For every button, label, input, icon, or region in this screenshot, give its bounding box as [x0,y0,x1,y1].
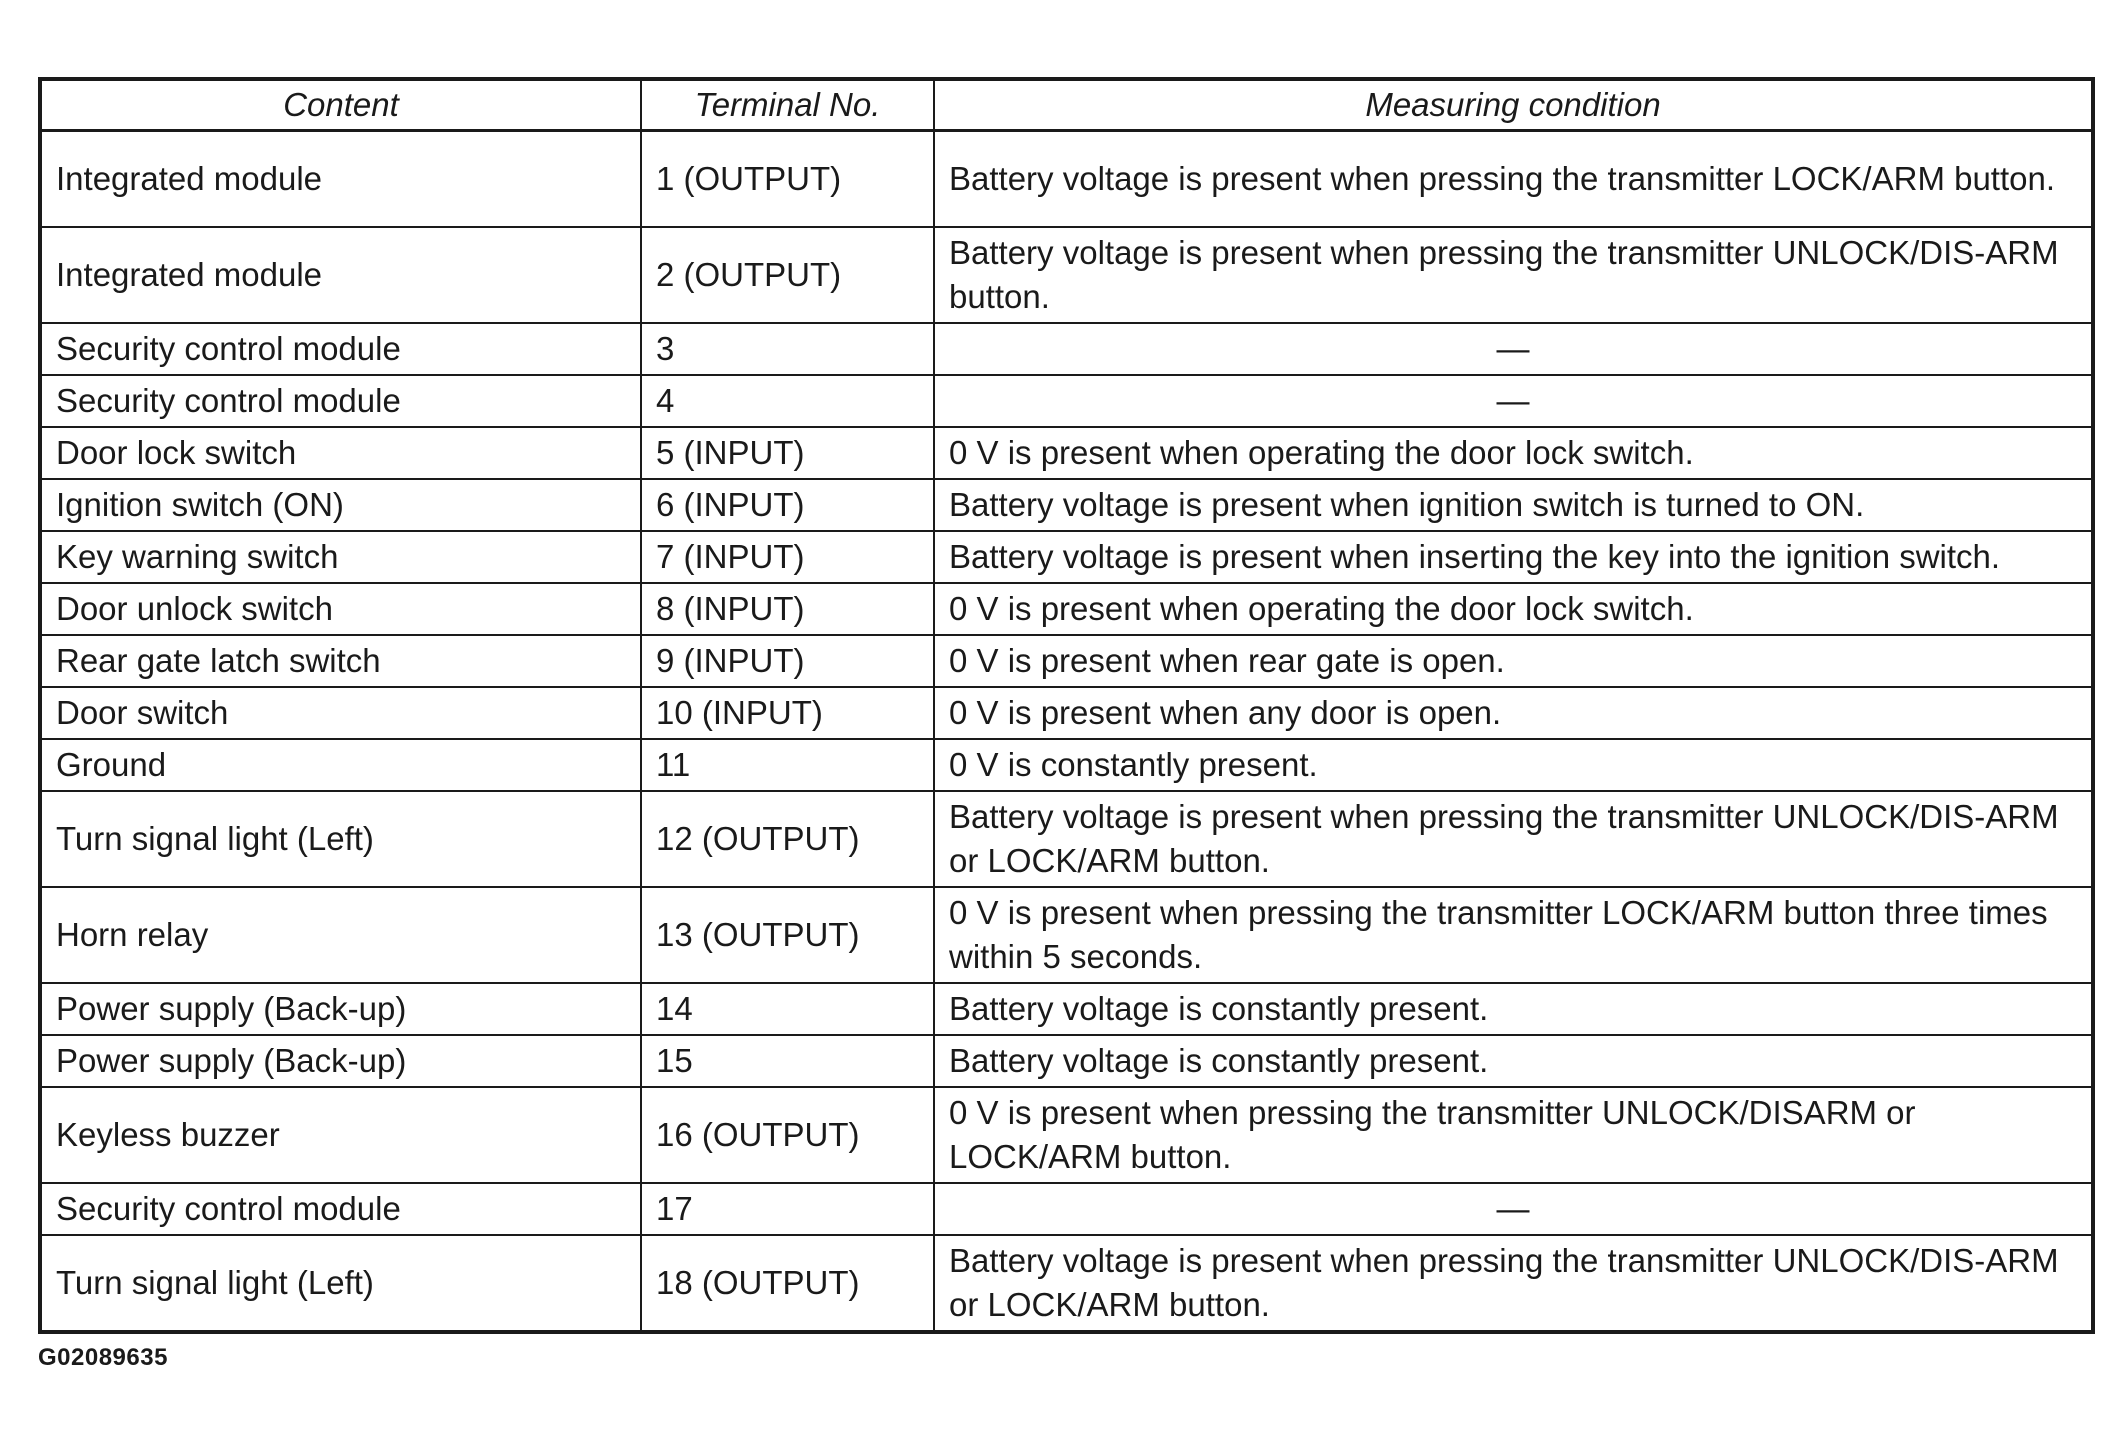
figure-id: G02089635 [38,1344,168,1371]
table-row [40,375,2093,427]
cell-terminal: 10 (INPUT) [641,687,934,739]
cell-terminal: 3 [641,323,934,375]
table-row [40,887,2093,983]
cell-condition: 0 V is present when operating the door lock switch. [934,427,2093,479]
cell-content: Horn relay [40,887,641,983]
cell-content: Key warning switch [40,531,641,583]
cell-condition: — [934,375,2093,427]
cell-content: Security control module [40,375,641,427]
cell-terminal: 11 [641,739,934,791]
cell-content: Door switch [40,687,641,739]
cell-content: Door unlock switch [40,583,641,635]
header-content: Content [40,79,641,131]
cell-terminal: 2 (OUTPUT) [641,227,934,323]
table-row [40,583,2093,635]
header-terminal-no: Terminal No. [641,79,934,131]
cell-condition: 0 V is present when operating the door lock switch. [934,583,2093,635]
cell-condition: Battery voltage is present when pressing the transmitter UNLOCK/DIS-ARM or LOCK/ARM button. [934,791,2093,887]
cell-condition: — [934,1183,2093,1235]
table-row [40,323,2093,375]
cell-condition: Battery voltage is present when pressing the transmitter UNLOCK/DIS-ARM or LOCK/ARM button. [934,1235,2093,1332]
cell-content: Security control module [40,323,641,375]
cell-terminal: 15 [641,1035,934,1087]
cell-condition: 0 V is present when any door is open. [934,687,2093,739]
cell-condition: — [934,323,2093,375]
cell-condition: 0 V is constantly present. [934,739,2093,791]
table-row [40,1235,2093,1332]
cell-content: Security control module [40,1183,641,1235]
table-row [40,1087,2093,1183]
cell-content: Door lock switch [40,427,641,479]
terminal-table [38,77,2095,1334]
table-row [40,427,2093,479]
table-row [40,531,2093,583]
cell-condition: Battery voltage is present when pressing the transmitter UNLOCK/DIS-ARM button. [934,227,2093,323]
cell-content: Integrated module [40,227,641,323]
cell-content: Integrated module [40,131,641,228]
cell-condition: Battery voltage is constantly present. [934,1035,2093,1087]
table-row [40,791,2093,887]
cell-content: Ground [40,739,641,791]
cell-condition: 0 V is present when pressing the transmitter LOCK/ARM button three times within 5 seconds. [934,887,2093,983]
cell-content: Turn signal light (Left) [40,791,641,887]
cell-terminal: 12 (OUTPUT) [641,791,934,887]
cell-terminal: 14 [641,983,934,1035]
table-row [40,687,2093,739]
cell-condition: 0 V is present when rear gate is open. [934,635,2093,687]
cell-content: Power supply (Back-up) [40,1035,641,1087]
cell-terminal: 1 (OUTPUT) [641,131,934,228]
cell-content: Turn signal light (Left) [40,1235,641,1332]
cell-terminal: 8 (INPUT) [641,583,934,635]
table-row [40,1183,2093,1235]
cell-terminal: 17 [641,1183,934,1235]
table-row [40,479,2093,531]
cell-condition: 0 V is present when pressing the transmitter UNLOCK/DISARM or LOCK/ARM button. [934,1087,2093,1183]
cell-terminal: 9 (INPUT) [641,635,934,687]
cell-terminal: 18 (OUTPUT) [641,1235,934,1332]
cell-condition: Battery voltage is present when ignition switch is turned to ON. [934,479,2093,531]
table-row [40,739,2093,791]
cell-terminal: 6 (INPUT) [641,479,934,531]
cell-content: Rear gate latch switch [40,635,641,687]
cell-terminal: 7 (INPUT) [641,531,934,583]
table-header [40,79,2093,131]
table-row [40,1035,2093,1087]
cell-content: Ignition switch (ON) [40,479,641,531]
cell-condition: Battery voltage is present when pressing the transmitter LOCK/ARM button. [934,131,2093,228]
cell-condition: Battery voltage is present when inserting the key into the ignition switch. [934,531,2093,583]
cell-terminal: 13 (OUTPUT) [641,887,934,983]
table-row [40,635,2093,687]
table-row [40,227,2093,323]
cell-content: Keyless buzzer [40,1087,641,1183]
header-measuring-condition: Measuring condition [934,79,2093,131]
table-body [40,131,2093,1333]
table-row [40,983,2093,1035]
header-row [40,79,2093,131]
cell-content: Power supply (Back-up) [40,983,641,1035]
cell-terminal: 16 (OUTPUT) [641,1087,934,1183]
cell-terminal: 5 (INPUT) [641,427,934,479]
cell-terminal: 4 [641,375,934,427]
cell-condition: Battery voltage is constantly present. [934,983,2093,1035]
table-row [40,131,2093,228]
